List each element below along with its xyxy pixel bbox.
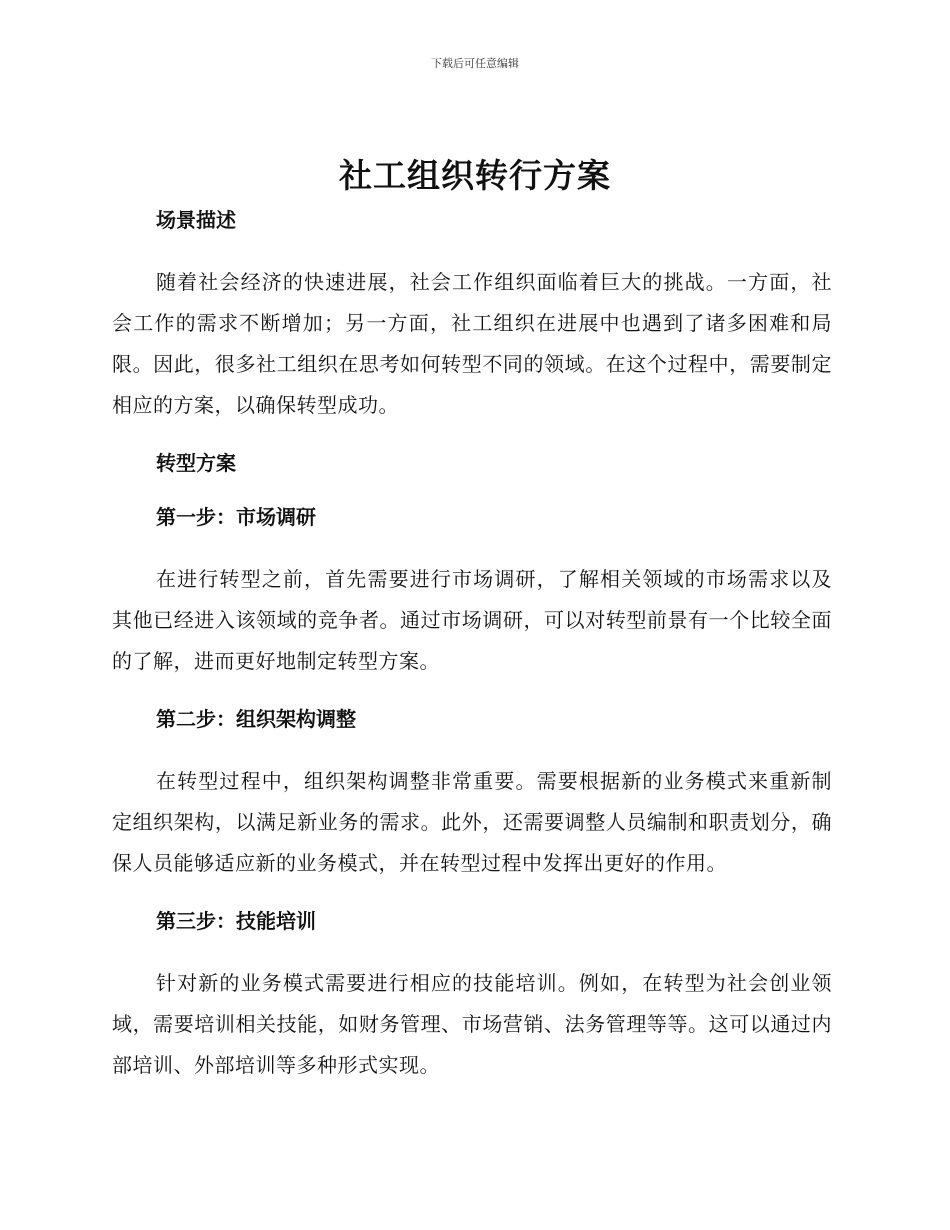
document-body xyxy=(112,200,832,1086)
document-title: 社工组织转行方案 xyxy=(339,156,611,195)
section-paragraph-scenario: 随着社会经济的快速进展，社会工作组织面临着巨大的挑战。一方面，社会工作的需求不断增加；另一方面，社工组织在进展中也遇到了诸多困难和局限。因此，很多社工组织在思考如何转型不同的领域。在这个过程中，需要制定相应的方案，以确保转型成功。 xyxy=(112,270,832,417)
section-heading-scenario: 场景描述 xyxy=(156,208,236,232)
section-heading-step3: 第三步：技能培训 xyxy=(156,909,316,933)
section-heading-step1: 第一步：市场调研 xyxy=(156,505,316,529)
section-paragraph-step3: 针对新的业务模式需要进行相应的技能培训。例如，在转型为社会创业领域，需要培训相关技能，如财务管理、市场营销、法务管理等等。这可以通过内部培训、外部培训等多种形式实现。 xyxy=(112,971,832,1077)
section-paragraph-step2: 在转型过程中，组织架构调整非常重要。需要根据新的业务模式来重新制定组织架构，以满足新业务的需求。此外，还需要调整人员编制和职责划分，确保人员能够适应新的业务模式，并在转型过程中发挥出更好的作用。 xyxy=(112,769,832,875)
section-paragraph-step1: 在进行转型之前，首先需要进行市场调研，了解相关领域的市场需求以及其他已经进入该领域的竞争者。通过市场调研，可以对转型前景有一个比较全面的了解，进而更好地制定转型方案。 xyxy=(112,567,832,673)
section-heading-step2: 第二步：组织架构调整 xyxy=(156,707,356,731)
section-heading-plan: 转型方案 xyxy=(156,451,236,475)
header-note: 下载后可任意编辑 xyxy=(431,57,519,70)
